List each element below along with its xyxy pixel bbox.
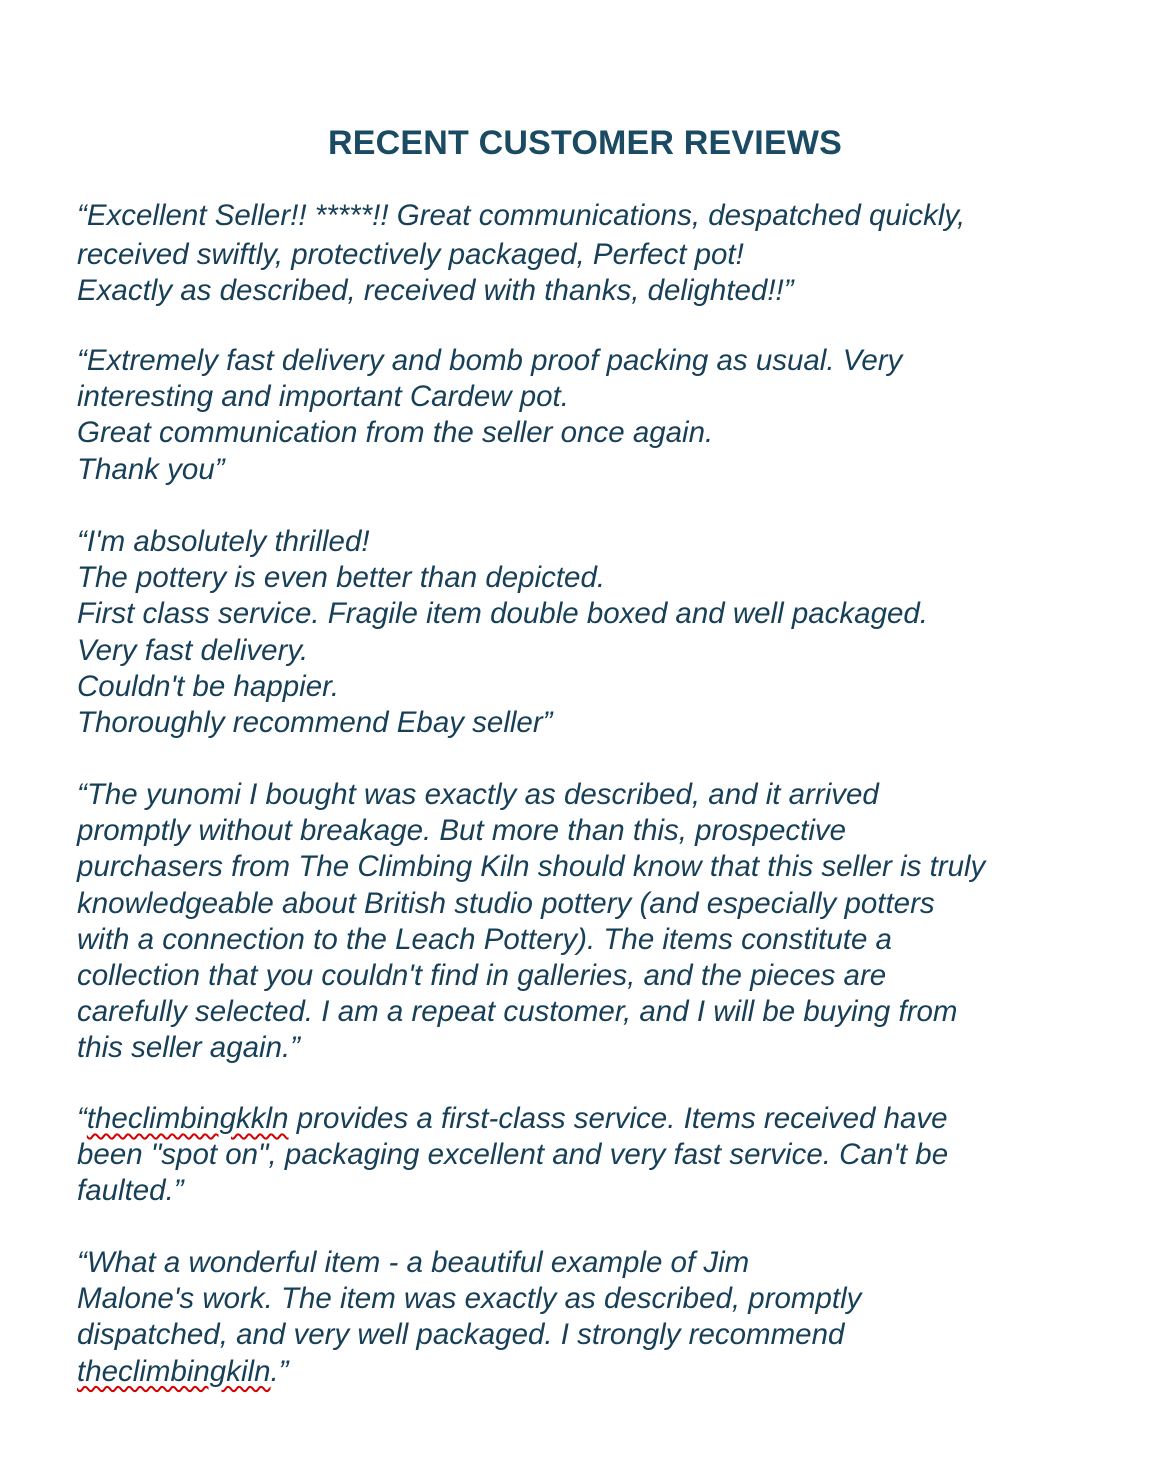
review-line: “What a wonderful item - a beautiful example of Jim [77,1246,750,1279]
review-line: “I'm absolutely thrilled! [77,525,370,558]
review-line-text: provides a first-class service. Items received have [288,1102,948,1135]
review-line: Couldn't be happier. [77,669,340,703]
review-line: Exactly as described, received with thanks, delighted!!” [77,274,794,308]
review-line: The pottery is even better than depicted. [77,561,606,595]
misspelled-seller-name: theclimbingkkln [86,1102,289,1135]
review-line: Malone's work. The item was exactly as described, promptly [77,1282,862,1316]
review-3 [77,524,1147,741]
review-2 [77,343,1147,488]
review-line: carefully selected. I am a repeat customer, and I will be buying from [77,995,958,1029]
review-line-text: “ [77,1102,87,1135]
review-line: this seller again.” [77,1031,300,1065]
page-title: RECENT CUSTOMER REVIEWS [327,124,843,162]
review-line: dispatched, and very well packaged. I strongly recommend [77,1318,845,1352]
review-line: Thoroughly recommend Ebay seller” [77,706,553,740]
review-line [77,198,1147,237]
review-line: faulted.” [77,1174,184,1208]
review-line: “Extremely fast delivery and bomb proof packing as usual. Very [77,344,903,377]
review-line-text: .” [270,1354,289,1388]
review-line: Thank you” [77,452,225,486]
review-line: First class service. Fragile item double boxed and well packaged. [77,597,928,631]
misspelled-seller-name: theclimbingkiln [77,1354,271,1388]
review-line [77,1354,1147,1390]
review-line-text: “Excellent Seller!! *****!! Great communications, despatched quickly, [77,199,966,232]
review-line: been "spot on", packaging excellent and very fast service. Can't be [77,1138,949,1172]
review-line: “The yunomi I bought was exactly as described, and it arrived [77,778,879,811]
review-line: collection that you couldn't find in galleries, and the pieces are [77,959,887,993]
review-6 [77,1245,1147,1390]
review-line [77,1101,1147,1137]
review-line: with a connection to the Leach Pottery). The items constitute a [77,922,892,956]
review-1 [77,198,1147,310]
review-line: received swiftly, protectively packaged, Perfect pot! [77,238,744,272]
review-line: Great communication from the seller once again. [77,416,714,450]
review-4 [77,777,1147,1067]
review-line: purchasers from The Climbing Kiln should know that this seller is truly [77,850,986,884]
review-line: knowledgeable about British studio pottery (and especially potters [77,886,935,920]
review-line: interesting and important Cardew pot. [77,380,569,414]
review-line: Very fast delivery. [77,633,309,667]
review-5 [77,1101,1147,1210]
review-line: promptly without breakage. But more than this, prospective [77,814,847,848]
